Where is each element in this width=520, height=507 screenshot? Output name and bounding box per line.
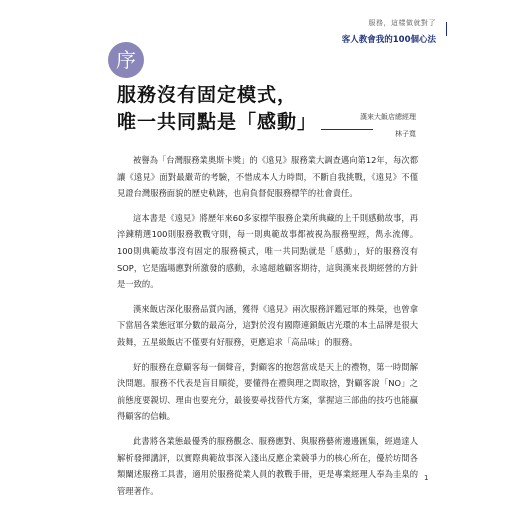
paragraph: 好的服務在意顧客每一個聲音，對顧客的抱怨當成是天上的禮物，第一時間解決問題。服務不代表是盲目順從，要懂得在禮與理之間取捨，對顧客說「NO」之前態度要親切、理由也要充分，最後要尋找替代方案，掌握這三部曲的技巧也能贏得顧客的信賴。 <box>117 361 418 422</box>
preface-title <box>117 82 373 136</box>
preface-badge: 序 <box>108 42 144 78</box>
header-series-title: 服務，這樣做就對了 <box>368 19 436 27</box>
title-line-1: 服務沒有固定模式， <box>117 84 298 106</box>
running-header <box>342 18 436 45</box>
author-role: 漢來大飯店總經理 <box>360 113 416 121</box>
title-line-2: 唯一共同點是「感動」 <box>117 111 318 133</box>
header-book-title: 客人教會我的100個心法 <box>341 35 436 45</box>
author-block <box>360 112 416 139</box>
title-line-2-row <box>117 109 373 136</box>
header-divider <box>446 22 447 36</box>
preface-body <box>117 152 418 507</box>
author-name: 林子寬 <box>395 130 416 138</box>
paragraph: 漢來飯店深化服務品質內涵，獲得《遠見》兩次服務評鑑冠軍的殊榮，也曾拿下當屆各業態冠軍分數的最高分，這對於沒有國際連鎖飯店光環的本土品牌是很大鼓舞，五星級飯店不僅要有好服務，更應追求「高品味」的服務。 <box>117 303 418 347</box>
paragraph: 這本書是《遠見》將歷年來60多家標竿服務企業所典藏的上千則感動故事，再淬鍊精選100則服務教戰守則，每一則典範故事都被視為服務聖經，雋永流傳。100則典範故事沒有固定的服務模式，唯一共同點就是「感動」，好的服務沒有SOP，它是臨場應對所激發的感動，永遠超越顧客期待，這與漢來長期經營的方針是一致的。 <box>117 212 418 290</box>
page-number: 1 <box>424 474 429 482</box>
paragraph: 被譽為「台灣服務業奧斯卡獎」的《遠見》服務業大調查邁向第12年，每次都讓《遠見》面對最嚴苛的考驗，不惜成本人力時間，不斷自我挑戰，《遠見》不僅見證台灣服務面貌的歷史軌跡，也肩負督促服務標竿的社會責任。 <box>117 155 418 199</box>
paragraph: 此書將各業態最優秀的服務觀念、服務應對、與服務藝術邊邊匯集，經過達人解析發揮講評，以實際典範故事深入淺出反應企業競爭力的核心所在，優於坊間各類闡述服務工具書，適用於服務從業人員的教戰手冊，更是專業經理人奉為圭臬的管理著作。 <box>117 435 418 496</box>
